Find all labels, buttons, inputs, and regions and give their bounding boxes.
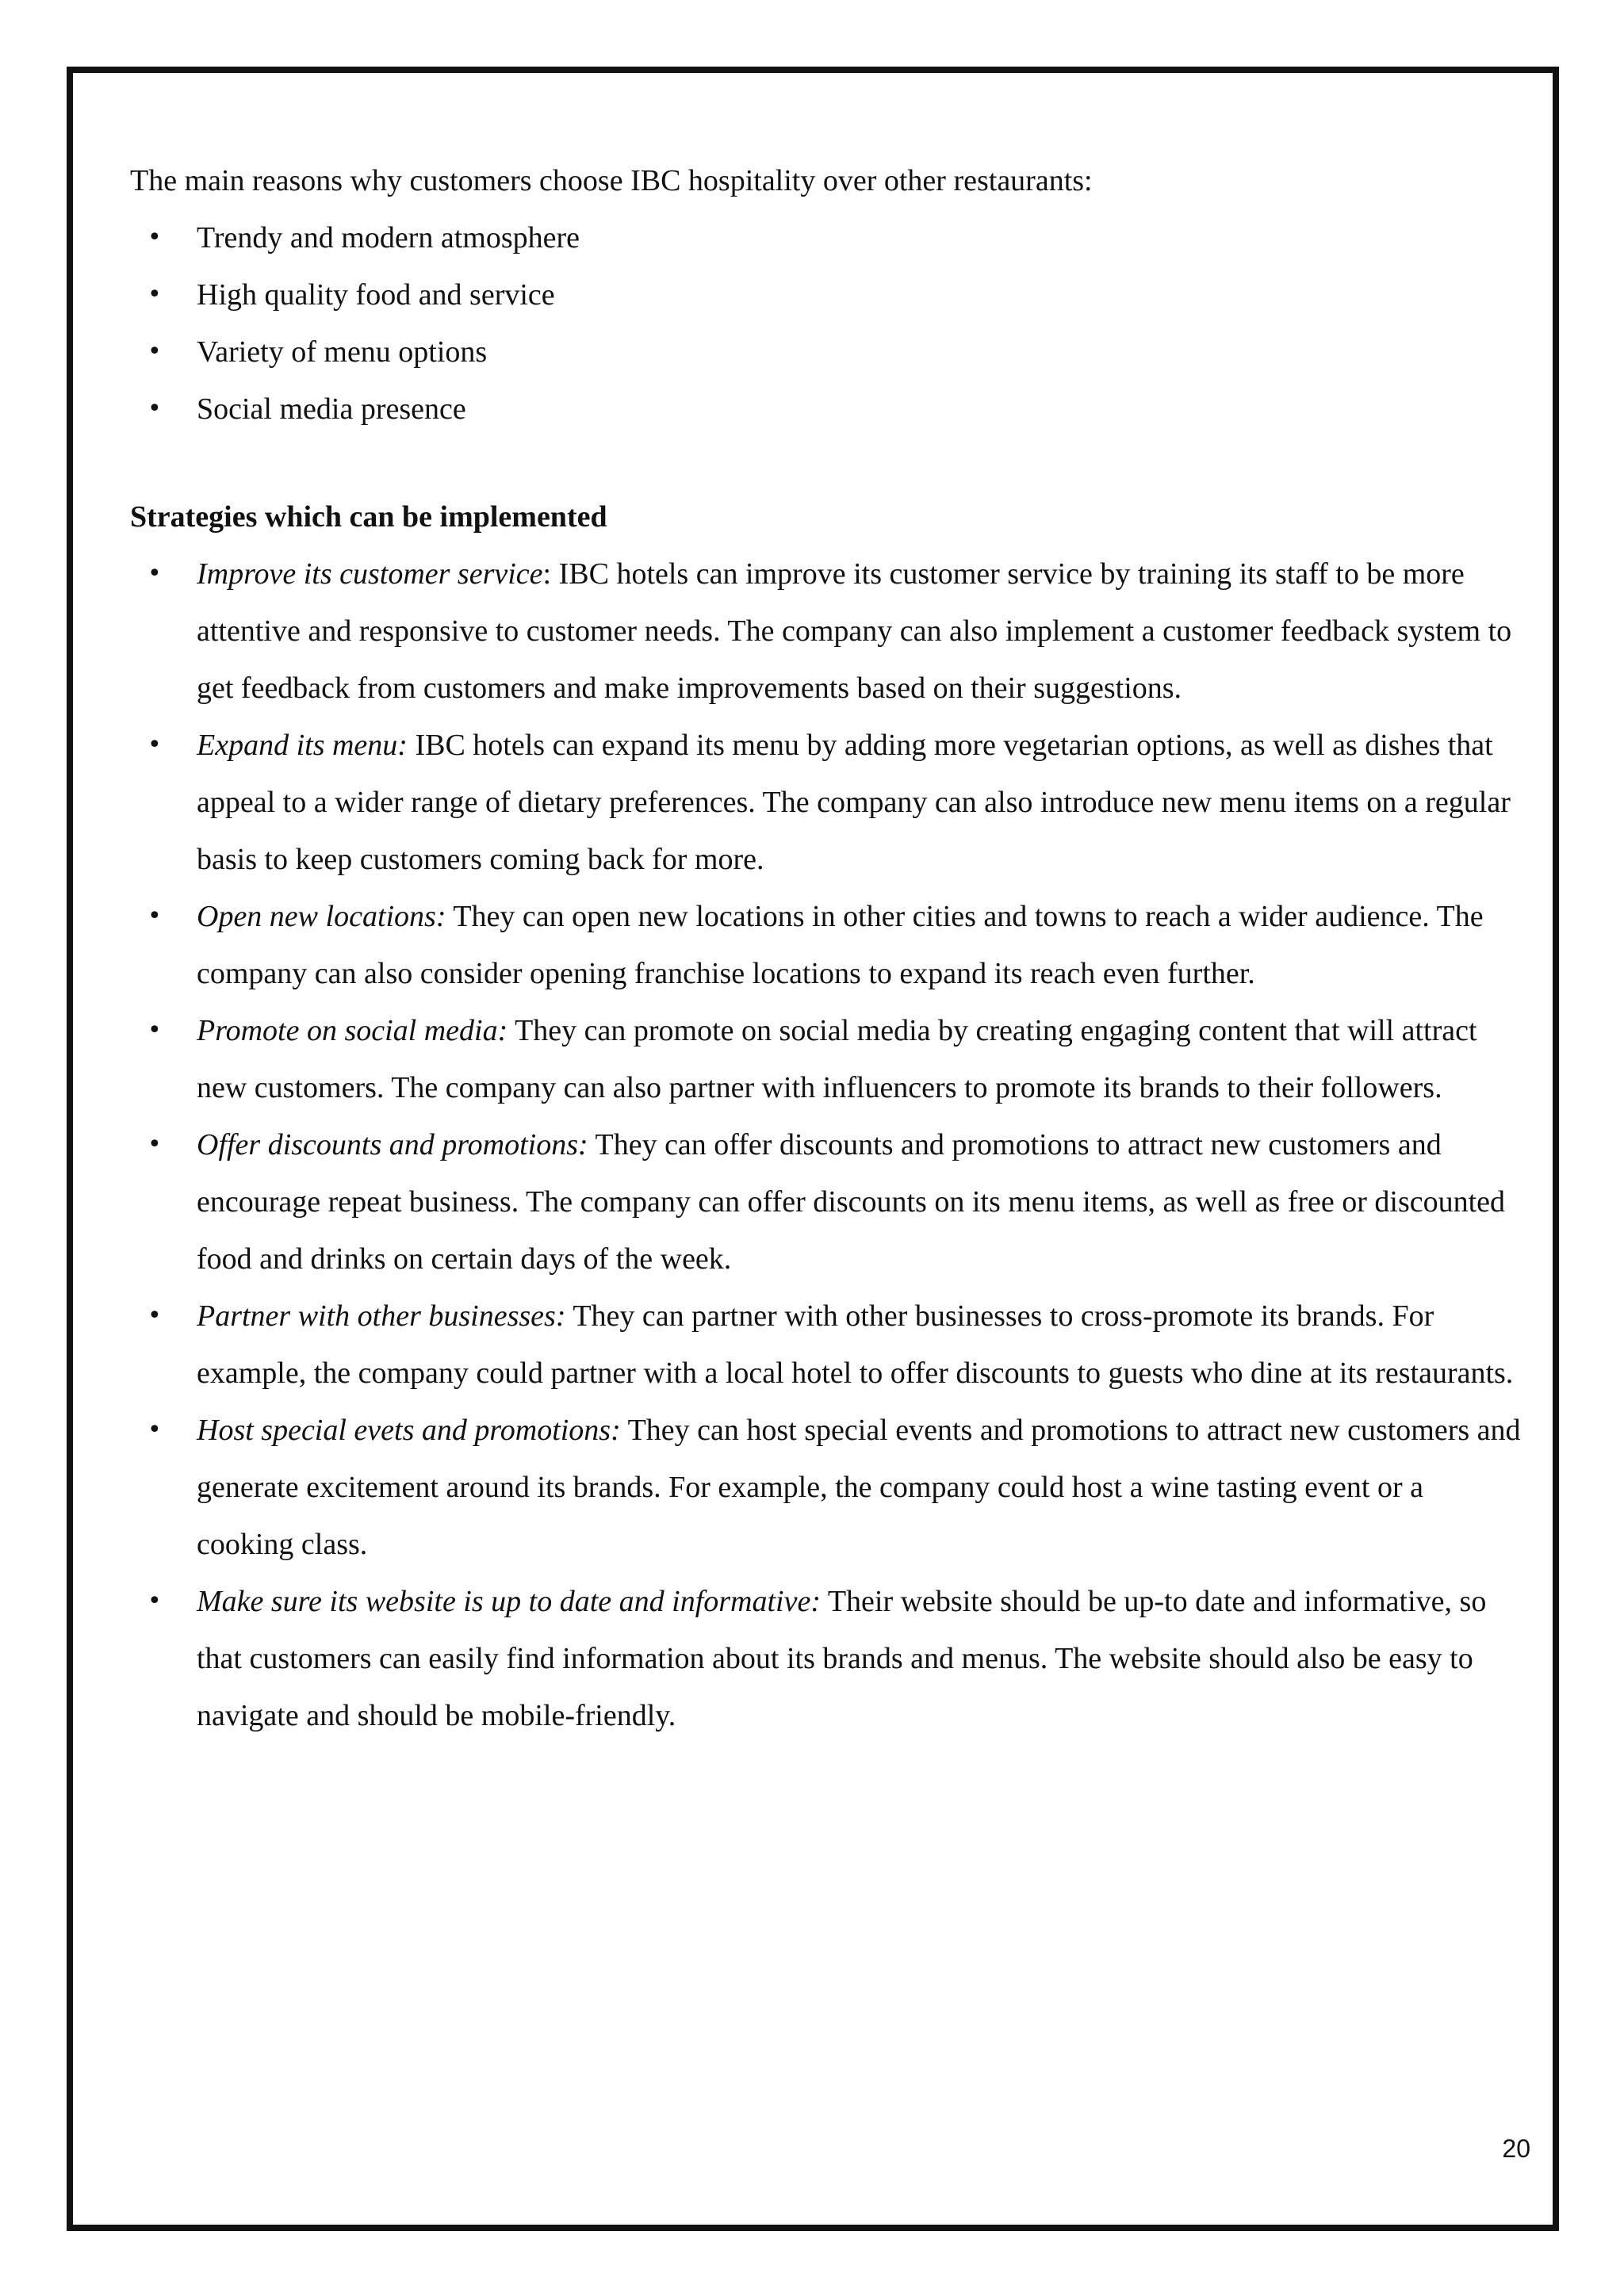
list-item [130,1116,1526,1288]
strategy-text: They can open new locations in other cities and towns to reach a wider audience. The company can also consider opening franchise locations to expand its reach even further. [197,900,1484,990]
strategy-term: Expand its menu: [197,729,408,762]
strategies-list [130,545,1526,1744]
bullet-icon: • [147,1587,162,1615]
bullet-icon: • [147,1016,162,1044]
strategy-text: IBC hotels can improve its customer service by training its staff to be more attentive and responsive to customer needs. The company can also implement a customer feedback system to get feedback from customers and make improvements based on their suggestions. [197,557,1512,705]
strategy-text: Their website should be up-to date and informative, so that customers can easily find information about its brands and menus. The website should also be easy to navigate and should be mobile-friendly. [197,1585,1487,1732]
strategy-separator [821,1585,828,1618]
list-item [130,1573,1526,1744]
page-number: 20 [1502,2134,1530,2163]
strategy-term: Partner with other businesses: [197,1299,566,1333]
strategy-term: Improve its customer service [197,557,543,591]
list-item [130,1288,1526,1402]
strategy-term: Open new locations: [197,900,446,933]
strategy-term: Host special evets and promotions: [197,1414,621,1447]
strategy-text: They can host special events and promotions to attract new customers and generate excitement around its brands. For example, the company could host a wine tasting event or a cooking class. [197,1414,1521,1561]
bullet-icon: • [147,338,162,365]
bullet-icon: • [147,731,162,759]
strategy-term: Make sure its website is up to date and informative: [197,1585,821,1618]
strategy-term: Offer discounts and promotions: [197,1128,588,1161]
list-item [130,323,1526,381]
list-item [130,266,1526,323]
bullet-icon: • [147,902,162,930]
strategy-separator [565,1299,573,1333]
strategy-text: They can promote on social media by creating engaging content that will attract new customers. The company can also partner with influencers to promote its brands to their followers. [197,1014,1477,1104]
reason-text: Social media presence [197,392,466,426]
list-item [130,717,1526,888]
list-item [130,888,1526,1002]
list-item [130,209,1526,266]
strategy-separator [508,1014,515,1047]
list-item [130,1402,1526,1573]
strategy-term: Promote on social media: [197,1014,508,1047]
bullet-icon: • [147,1131,162,1158]
strategy-separator: : [542,557,559,591]
bullet-icon: • [147,281,162,308]
bullet-icon: • [147,560,162,587]
bullet-icon: • [147,1302,162,1330]
document-body [130,152,1526,1744]
strategy-text: They can offer discounts and promotions to attract new customers and encourage repeat business. The company can offer discounts on its menu items, as well as free or discounted food and drinks on certain days of the week. [197,1128,1506,1276]
list-item [130,545,1526,717]
list-item [130,1002,1526,1116]
section-heading: Strategies which can be implemented [130,500,607,534]
reason-text: Variety of menu options [197,335,488,369]
list-item [130,381,1526,438]
intro-paragraph: The main reasons why customers choose IBC hospitality over other restaurants: [130,164,1093,197]
reason-text: Trendy and modern atmosphere [197,221,580,254]
reasons-list [130,209,1526,438]
reason-text: High quality food and service [197,278,555,312]
strategy-text: They can partner with other businesses to cross-promote its brands. For example, the company could partner with a local hotel to offer discounts to guests who dine at its restaurants. [197,1299,1514,1390]
bullet-icon: • [147,395,162,423]
bullet-icon: • [147,1416,162,1444]
bullet-icon: • [147,224,162,251]
strategy-text: IBC hotels can expand its menu by adding more vegetarian options, as well as dishes that appeal to a wider range of dietary preferences. The company can also introduce new menu items on a regular basis to keep customers coming back for more. [197,729,1511,876]
strategy-separator [621,1414,628,1447]
